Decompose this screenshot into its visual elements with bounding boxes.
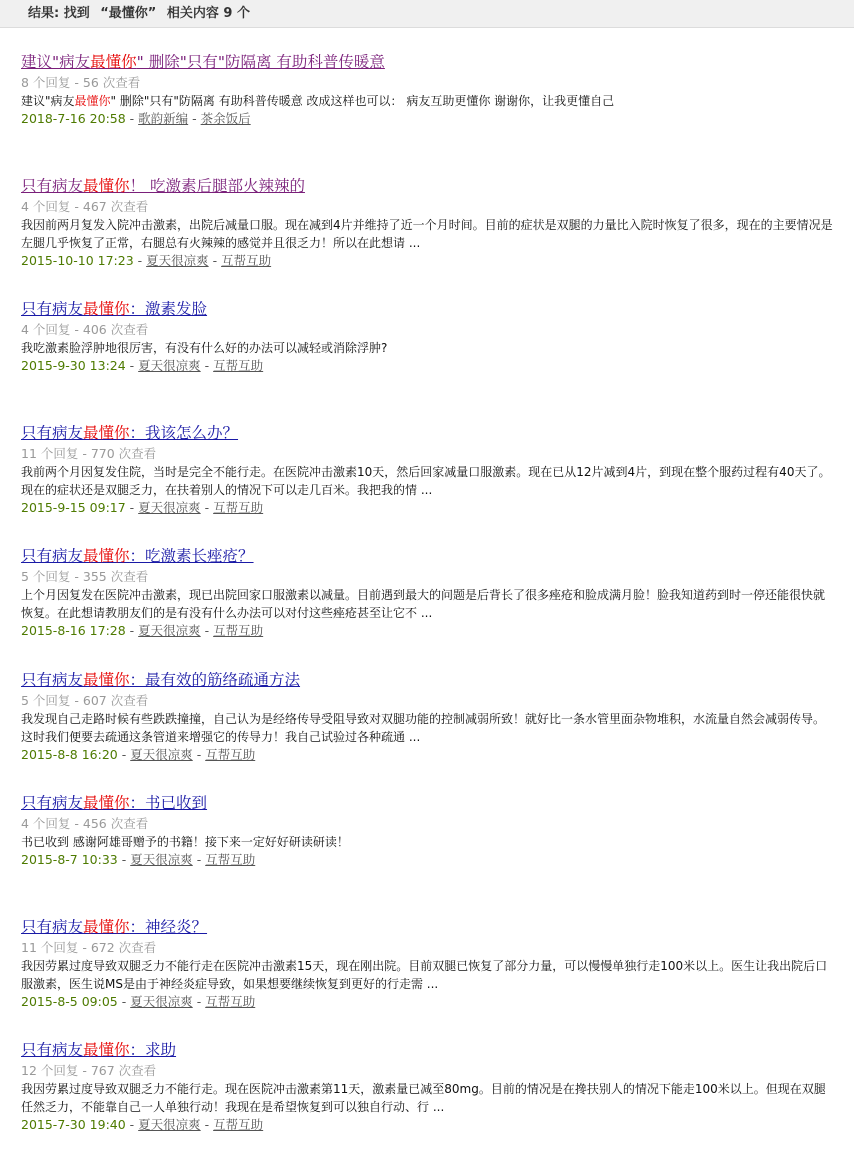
- result-snippet-text: 我因劳累过度导致双腿乏力不能行走。现在医院冲击激素第11天，激素量已减至80mg。目前的情况是在搀扶别人的情况下能走100米以上。但现在双腿任然乏力，不能靠自己一人单独行动！我现在是希望恢复到可以独自行动、行 ...: [21, 1082, 826, 1114]
- result-date: 2015-9-30 13:24: [21, 358, 126, 373]
- results-summary-bar: [0, 0, 854, 28]
- results-summary-prefix: 结果: 找到: [28, 6, 90, 21]
- separator: -: [188, 111, 201, 126]
- result-date: 2015-8-5 09:05: [21, 993, 118, 1009]
- result-item: [21, 546, 836, 670]
- result-title-link[interactable]: [21, 547, 254, 565]
- separator: -: [192, 993, 206, 1009]
- results-summary-keyword: “最懂你”: [100, 6, 157, 21]
- result-snippet: [21, 710, 836, 746]
- result-footer: [21, 1116, 836, 1134]
- result-date: 2015-8-7 10:33: [21, 852, 118, 867]
- result-category-link[interactable]: 互帮互助: [205, 852, 256, 867]
- result-stats: 4 个回复 - 467 次查看: [21, 198, 149, 214]
- result-title-link[interactable]: [21, 300, 207, 318]
- result-author-link[interactable]: 夏天很凉爽: [138, 499, 201, 515]
- result-footer: [21, 851, 836, 869]
- result-title-prefix: 建议"病友: [21, 53, 91, 71]
- result-category-link[interactable]: 互帮互助: [213, 358, 264, 373]
- result-author-link[interactable]: 夏天很凉爽: [130, 993, 193, 1009]
- separator: -: [192, 852, 206, 867]
- result-title-keyword: 最懂你: [83, 794, 130, 812]
- result-title-link[interactable]: [21, 424, 238, 442]
- result-item: [21, 1040, 836, 1164]
- result-stats: 4 个回复 - 406 次查看: [21, 322, 149, 337]
- separator: -: [125, 358, 139, 373]
- result-item: [21, 670, 836, 794]
- separator: -: [125, 1117, 139, 1132]
- separator: -: [125, 111, 139, 126]
- result-item: [21, 52, 836, 176]
- result-title-prefix: 只有病友: [21, 917, 84, 936]
- result-date: 2015-10-10 17:23: [21, 252, 134, 268]
- result-title: [21, 52, 836, 72]
- result-stats: 8 个回复 - 56 次查看: [21, 75, 141, 90]
- result-item: [21, 423, 836, 547]
- result-snippet: [21, 586, 836, 622]
- result-title-keyword: 最懂你: [83, 1041, 130, 1059]
- result-item: [21, 917, 836, 1041]
- separator: -: [192, 746, 206, 762]
- result-snippet: [21, 92, 836, 110]
- results-list: [0, 28, 836, 1164]
- result-item: [21, 299, 836, 423]
- result-title-link[interactable]: [21, 918, 207, 936]
- result-category-link[interactable]: 茶余饭后: [200, 111, 251, 126]
- result-title-suffix: ：最有效的筋络疏通方法: [129, 670, 301, 689]
- result-title-keyword: 最懂你: [90, 53, 137, 71]
- result-footer: [21, 622, 836, 640]
- result-stats: 5 个回复 - 355 次查看: [21, 569, 149, 584]
- result-title-keyword: 最懂你: [83, 670, 130, 689]
- result-title-suffix: ：书已收到: [129, 794, 208, 812]
- separator: -: [117, 993, 131, 1009]
- result-title-suffix: ：激素发脸: [129, 300, 208, 318]
- result-category-link[interactable]: 互帮互助: [221, 252, 272, 268]
- result-snippet-text: 我吃激素脸浮肿地很厉害，有没有什么好的办法可以减轻或消除浮肿?: [21, 341, 388, 355]
- result-category-link[interactable]: 互帮互助: [205, 993, 256, 1009]
- result-title-suffix: ：我该怎么办？: [129, 423, 239, 442]
- results-summary-count: 相关内容 9 个: [166, 6, 250, 21]
- result-stats: 11 个回复 - 770 次查看: [21, 445, 157, 461]
- separator: -: [200, 358, 214, 373]
- result-title-link[interactable]: [21, 671, 300, 689]
- result-title-keyword: 最懂你: [83, 176, 130, 195]
- result-category-link[interactable]: 互帮互助: [213, 1117, 264, 1132]
- result-title-prefix: 只有病友: [21, 794, 84, 812]
- result-stats: 5 个回复 - 607 次查看: [21, 692, 149, 708]
- result-footer: [21, 993, 836, 1011]
- result-title-suffix: ！ 吃激素后腿部火辣辣的: [129, 176, 305, 195]
- result-category-link[interactable]: 互帮互助: [213, 623, 264, 638]
- separator: -: [200, 623, 214, 638]
- result-date: 2015-8-16 17:28: [21, 623, 126, 638]
- result-title: [21, 793, 836, 813]
- result-footer: [21, 499, 836, 517]
- separator: -: [133, 252, 147, 268]
- result-title-prefix: 只有病友: [21, 670, 84, 689]
- result-snippet-text: 我前两个月因复发住院，当时是完全不能行走。在医院冲击激素10天，然后回家减量口服激素。现在已从12片减到4片，到现在整个服药过程有40天了。现在的症状还是双腿乏力，在扶着别人的情况下可以走几百米。我把我的情 ...: [21, 464, 831, 497]
- result-author-link[interactable]: 夏天很凉爽: [138, 358, 201, 373]
- result-snippet: [21, 216, 836, 252]
- result-snippet-text: 上个月因复发在医院冲击激素，现已出院回家口服激素以减量。目前遇到最大的问题是后背长了很多痤疮和脸成满月脸！脸我知道药到时一停还能很快就恢复。在此想请教朋友们的是有没有什么办法可以对付这些痤疮甚至让它不 ...: [21, 588, 826, 620]
- result-snippet-text: " 删除"只有"防隔离 有助科普传暖意 改成这样也可以： 病友互助更懂你 谢谢你，让我更懂自己: [110, 94, 615, 108]
- result-footer: [21, 357, 836, 375]
- result-stats: 11 个回复 - 672 次查看: [21, 939, 157, 955]
- result-footer: [21, 746, 836, 764]
- result-snippet-prefix: 建议"病友: [21, 94, 75, 108]
- result-title-prefix: 只有病友: [21, 300, 84, 318]
- result-title-suffix: " 删除"只有"防隔离 有助科普传暖意: [136, 53, 385, 71]
- result-stats: 12 个回复 - 767 次查看: [21, 1063, 157, 1078]
- result-title-link[interactable]: [21, 794, 207, 812]
- result-item: [21, 176, 836, 300]
- result-snippet: [21, 1080, 836, 1116]
- result-snippet: [21, 833, 836, 851]
- result-author-link[interactable]: 夏天很凉爽: [138, 1117, 201, 1132]
- result-snippet: [21, 957, 836, 993]
- result-snippet-text: 书已收到 感谢阿雄哥赠予的书籍！接下来一定好好研读研读！: [21, 835, 349, 849]
- separator: -: [200, 499, 214, 515]
- result-item: [21, 793, 836, 917]
- result-title: [21, 1040, 836, 1060]
- result-title-suffix: ：吃激素长痤疮？: [129, 547, 254, 565]
- result-snippet-text: 我因劳累过度导致双腿乏力不能行走在医院冲击激素15天，现在刚出院。目前双腿已恢复了部分力量，可以慢慢单独行走100米以上。医生让我出院后口服激素，医生说MS是由于神经炎症导致，如果想要继续恢复到更好的行走需 ...: [21, 958, 828, 991]
- result-author-link[interactable]: 夏天很凉爽: [130, 746, 193, 762]
- result-title-suffix: ：求助: [129, 1041, 177, 1059]
- result-title: [21, 299, 836, 319]
- result-title: [21, 176, 836, 196]
- separator: -: [117, 746, 131, 762]
- result-snippet-keyword: 最懂你: [74, 94, 111, 108]
- separator: -: [125, 623, 139, 638]
- result-category-link[interactable]: 互帮互助: [213, 499, 264, 515]
- result-author-link[interactable]: 夏天很凉爽: [130, 852, 193, 867]
- result-title: [21, 917, 836, 937]
- result-snippet: [21, 463, 836, 499]
- result-title-link[interactable]: [21, 53, 385, 71]
- result-title-keyword: 最懂你: [83, 300, 130, 318]
- result-author-link[interactable]: 夏天很凉爽: [146, 252, 209, 268]
- result-date: 2018-7-16 20:58: [21, 111, 126, 126]
- result-title-link[interactable]: [21, 177, 305, 195]
- result-date: 2015-9-15 09:17: [21, 499, 126, 515]
- separator: -: [208, 252, 222, 268]
- result-author-link[interactable]: 歌韵新编: [138, 111, 189, 126]
- result-title-prefix: 只有病友: [21, 547, 84, 565]
- result-title-keyword: 最懂你: [83, 423, 130, 442]
- result-title-suffix: ：神经炎？: [129, 917, 208, 936]
- result-title-keyword: 最懂你: [83, 917, 130, 936]
- separator: -: [117, 852, 131, 867]
- result-title-keyword: 最懂你: [83, 547, 130, 565]
- result-stats: 4 个回复 - 456 次查看: [21, 816, 149, 831]
- result-footer: [21, 110, 836, 128]
- result-title: [21, 546, 836, 566]
- result-title-link[interactable]: [21, 1041, 176, 1059]
- result-snippet-text: 我发现自己走路时候有些跌跌撞撞，自己认为是经络传导受阻导致对双腿功能的控制减弱所致！就好比一条水管里面杂物堆积，水流量自然会减弱传导。 这时我们便要去疏通这条管道来增强它的传导力！我自己试验过各种疏通 ...: [21, 711, 826, 744]
- result-category-link[interactable]: 互帮互助: [205, 746, 256, 762]
- result-title: [21, 670, 836, 690]
- result-author-link[interactable]: 夏天很凉爽: [138, 623, 201, 638]
- result-date: 2015-8-8 16:20: [21, 746, 118, 762]
- result-snippet: [21, 339, 836, 357]
- result-title-prefix: 只有病友: [21, 176, 84, 195]
- result-title: [21, 423, 836, 443]
- separator: -: [125, 499, 139, 515]
- separator: -: [200, 1117, 214, 1132]
- result-footer: [21, 252, 836, 270]
- result-title-prefix: 只有病友: [21, 1041, 84, 1059]
- result-title-prefix: 只有病友: [21, 423, 84, 442]
- result-date: 2015-7-30 19:40: [21, 1117, 126, 1132]
- result-snippet-text: 我因前两月复发入院冲击激素，出院后减量口服。现在减到4片并维持了近一个月时间。目前的症状是双腿的力量比入院时恢复了很多，现在的主要情况是左腿几乎恢复了正常，右腿总有火辣辣的感觉并且很乏力！所以在此想请 ...: [21, 217, 833, 250]
